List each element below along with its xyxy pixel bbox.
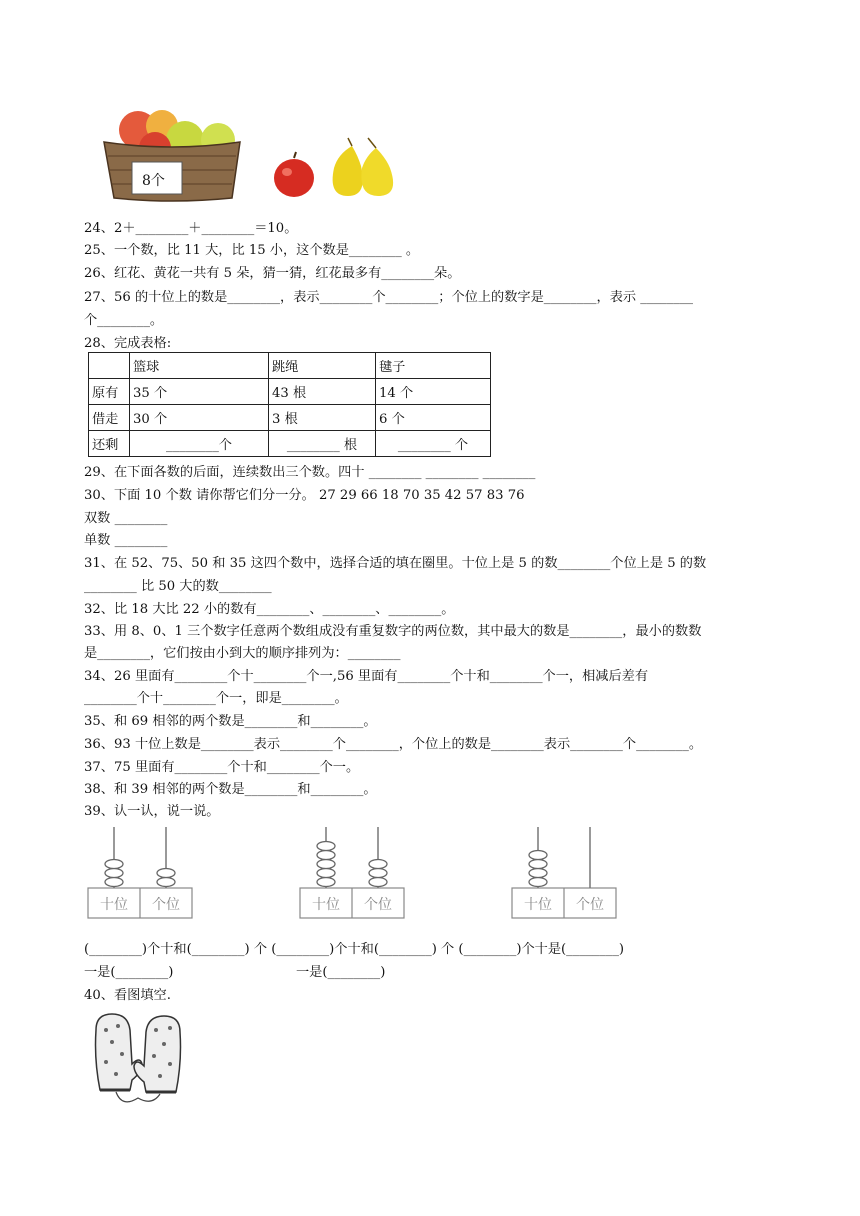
q36: 36、93 十位上数是________表示________个________，个位上的数是________表示________个________。 <box>84 737 703 752</box>
abacus-ones-label: 个位 <box>152 897 180 913</box>
table-row <box>89 405 491 431</box>
q24: 24、2＋________＋________＝10。 <box>84 221 298 236</box>
table-cell: 43 根 <box>269 379 376 405</box>
abacus-ones-label: 个位 <box>364 897 392 913</box>
table-cell: 14 个 <box>376 379 491 405</box>
abacus-bead <box>105 878 123 887</box>
q30: 30、下面 10 个数 请你帮它们分一分。 27 29 66 18 70 35 42 57 83 76 <box>84 488 525 503</box>
basket-label: 8个 <box>142 173 165 189</box>
q27-line1: 27、56 的十位上的数是________，表示________个________；个位上的数字是________，表示 ________ <box>84 290 694 305</box>
table-row <box>89 379 491 405</box>
abacus-bead <box>529 878 547 887</box>
table-row <box>89 431 491 457</box>
q39: 39、认一认，说一说。 <box>84 804 220 819</box>
abacus-bead <box>317 842 335 851</box>
q40: 40、看图填空. <box>84 988 171 1003</box>
table-cell <box>89 353 130 379</box>
q32: 32、比 18 大比 22 小的数有________、________、________。 <box>84 602 455 617</box>
table-28 <box>88 352 491 457</box>
abacus-bead <box>529 860 547 869</box>
abacus-bead <box>105 869 123 878</box>
q25: 25、一个数，比 11 大，比 15 小，这个数是________ 。 <box>84 243 420 258</box>
abacus-tens-label: 十位 <box>312 897 340 913</box>
mittens-image <box>86 1010 190 1110</box>
table-cell: 35 个 <box>130 379 269 405</box>
table-cell: 3 根 <box>269 405 376 431</box>
abacus-bead <box>317 878 335 887</box>
pears-image <box>328 136 402 198</box>
abacus-bead <box>105 860 123 869</box>
q27-line2: 个________。 <box>84 313 164 328</box>
abacus-bead <box>317 851 335 860</box>
abacus-bead <box>369 860 387 869</box>
abacus-bead <box>157 878 175 887</box>
abacus-bead <box>529 869 547 878</box>
abacus-ones-label: 个位 <box>576 897 604 913</box>
table-cell: 篮球 <box>130 353 269 379</box>
abacus-bead <box>369 878 387 887</box>
abacus-tens-label: 十位 <box>524 897 552 913</box>
abacus-bead <box>317 869 335 878</box>
abacus-bead <box>369 869 387 878</box>
abacus-bead <box>157 869 175 878</box>
table-cell: 6 个 <box>376 405 491 431</box>
apple-image <box>272 150 316 198</box>
q31-line1: 31、在 52、75、50 和 35 这四个数中，选择合适的填在圈里。十位上是 5 的数________个位上是 5 的数 <box>84 556 707 571</box>
abacus-figures <box>0 825 860 925</box>
table-cell: 原有 <box>89 379 130 405</box>
q33-line1: 33、用 8、0、1 三个数字任意两个数组成没有重复数字的两位数，其中最大的数是________，最小的数数 <box>84 624 702 639</box>
fruit-basket-illustration <box>100 100 245 204</box>
table-row <box>89 353 491 379</box>
table-cell: 借走 <box>89 405 130 431</box>
table-cell[interactable]: ________ 个 <box>376 431 491 457</box>
q39-answer-line1: (________)个十和(________) 个 (________)个十和(________) 个 (________)个十是(________) <box>84 942 625 957</box>
q30-odd: 单数 ________ <box>84 533 168 548</box>
q26: 26、红花、黄花一共有 5 朵，猜一猜，红花最多有________朵。 <box>84 266 461 281</box>
abacus-bead <box>529 851 547 860</box>
q35: 35、和 69 相邻的两个数是________和________。 <box>84 714 377 729</box>
q29: 29、在下面各数的后面，连续数出三个数。四十 ________ ________ ________ <box>84 465 536 480</box>
table-cell[interactable]: ________ 根 <box>269 431 376 457</box>
q34-line2: ________个十________个一，即是________。 <box>84 691 348 706</box>
q39-answer-line2b: 一是(________) <box>296 965 386 980</box>
q28: 28、完成表格: <box>84 336 172 351</box>
q38: 38、和 39 相邻的两个数是________和________。 <box>84 782 377 797</box>
abacus-bead <box>317 860 335 869</box>
abacus-tens-label: 十位 <box>100 897 128 913</box>
q31-line2: ________ 比 50 大的数________ <box>84 579 272 594</box>
q34-line1: 34、26 里面有________个十________个一,56 里面有________个十和________个一，相减后差有 <box>84 669 649 684</box>
table-cell: 30 个 <box>130 405 269 431</box>
table-cell: 还剩 <box>89 431 130 457</box>
q30-even: 双数 ________ <box>84 511 168 526</box>
table-cell: 毽子 <box>376 353 491 379</box>
table-cell[interactable]: ________个 <box>130 431 269 457</box>
q39-answer-line2a: 一是(________) <box>84 965 174 980</box>
q33-line2: 是________，它们按由小到大的顺序排列为：________ <box>84 646 401 661</box>
q37: 37、75 里面有________个十和________个一。 <box>84 760 360 775</box>
table-cell: 跳绳 <box>269 353 376 379</box>
